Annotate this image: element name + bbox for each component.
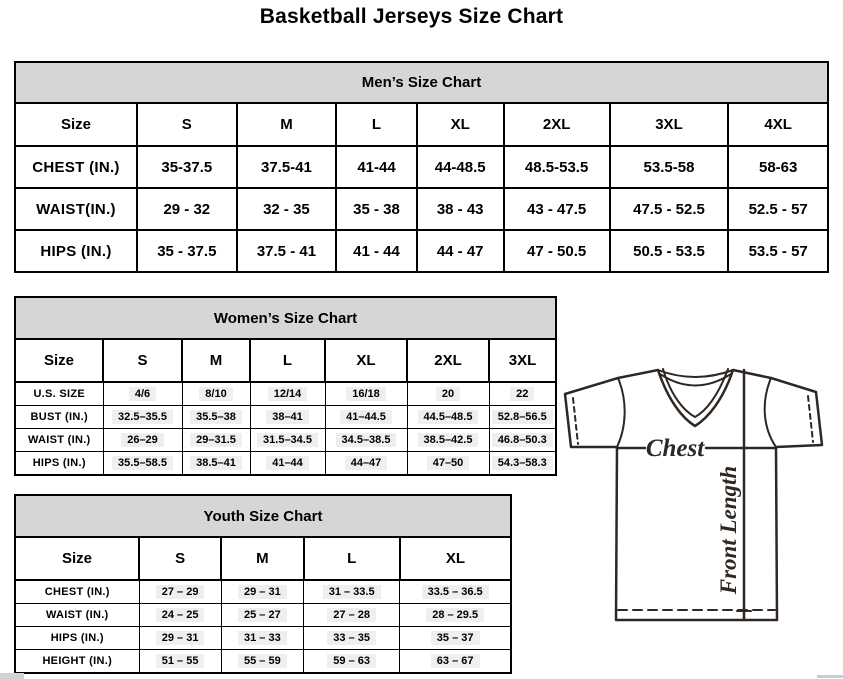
table-title: Men’s Size Chart [15,62,828,103]
value-cell [182,382,250,406]
value-cell: 58-63 [728,146,828,188]
row-label-cell: HIPS (IN.) [15,230,137,272]
value-highlight: 41–44 [266,456,309,470]
size-header-cell: Size [15,339,103,382]
value-cell [325,429,407,452]
left-armhole-seam [617,378,625,447]
value-highlight: 28 – 29.5 [426,608,484,622]
value-cell: 38 - 43 [417,188,504,230]
size-header-cell: M [237,103,337,146]
value-highlight: 32.5–35.5 [112,410,173,424]
value-cell: 35-37.5 [137,146,237,188]
value-cell [400,650,511,674]
jersey-outline [565,370,822,620]
row-label-cell: HEIGHT (IN.) [15,650,139,674]
size-header-cell: S [137,103,237,146]
value-cell [489,429,556,452]
value-cell [103,406,182,429]
value-highlight: 51 – 55 [156,654,205,668]
value-highlight: 33.5 – 36.5 [422,585,489,599]
value-cell: 47.5 - 52.5 [610,188,729,230]
value-highlight: 59 – 63 [327,654,376,668]
value-highlight: 20 [436,387,460,401]
size-header-cell: 2XL [504,103,610,146]
value-highlight: 26–29 [121,433,164,447]
value-highlight: 29–31.5 [190,433,242,447]
value-highlight: 52.8–56.5 [492,410,553,424]
value-cell: 37.5-41 [237,146,337,188]
womens-size-chart [14,296,557,476]
value-cell [407,429,489,452]
left-cuff-dashed-line [573,398,578,444]
value-highlight: 31 – 33.5 [323,585,381,599]
value-cell [304,604,400,627]
front-length-label: Front Length [716,465,741,595]
value-cell [221,650,303,674]
value-highlight: 55 – 59 [238,654,287,668]
value-cell [182,429,250,452]
row-label-cell: BUST (IN.) [15,406,103,429]
value-cell [407,382,489,406]
value-cell [221,604,303,627]
value-highlight: 35.5–38 [190,410,242,424]
value-highlight: 8/10 [199,387,232,401]
table-title: Youth Size Chart [15,495,511,537]
value-highlight: 31 – 33 [238,631,287,645]
size-header-cell: L [250,339,325,382]
page-fragment-bottom-right [817,675,843,678]
value-cell: 41 - 44 [336,230,417,272]
value-cell [182,452,250,476]
value-cell [103,429,182,452]
value-highlight: 29 – 31 [156,631,205,645]
size-header-cell: 4XL [728,103,828,146]
row-label-cell: HIPS (IN.) [15,627,139,650]
value-highlight: 24 – 25 [156,608,205,622]
value-cell [325,382,407,406]
value-highlight: 38–41 [266,410,309,424]
value-highlight: 44.5–48.5 [418,410,479,424]
value-cell [407,406,489,429]
page-fragment-bottom-left [0,673,24,679]
value-cell [400,627,511,650]
right-cuff-dashed-line [808,396,813,442]
value-cell: 35 - 38 [336,188,417,230]
value-highlight: 12/14 [268,387,308,401]
youth-size-table [14,494,512,674]
value-highlight: 34.5–38.5 [336,433,397,447]
value-highlight: 54.3–58.3 [492,456,553,470]
size-header-cell: 2XL [407,339,489,382]
row-label-cell: WAIST(IN.) [15,188,137,230]
value-cell [489,452,556,476]
value-cell: 43 - 47.5 [504,188,610,230]
row-label-cell: WAIST (IN.) [15,429,103,452]
size-header-cell: 3XL [610,103,729,146]
value-highlight: 44–47 [345,456,388,470]
page-title: Basketball Jerseys Size Chart [259,5,564,28]
value-cell: 37.5 - 41 [237,230,337,272]
value-cell [250,382,325,406]
value-cell: 47 - 50.5 [504,230,610,272]
value-highlight: 4/6 [129,387,156,401]
value-cell: 48.5-53.5 [504,146,610,188]
value-cell [400,580,511,604]
size-header-cell: S [103,339,182,382]
value-highlight: 16/18 [346,387,386,401]
value-highlight: 41–44.5 [340,410,392,424]
value-highlight: 22 [510,387,534,401]
row-label-cell: CHEST (IN.) [15,580,139,604]
mens-size-chart [14,61,829,273]
value-highlight: 27 – 29 [156,585,205,599]
value-highlight: 38.5–41 [190,456,242,470]
value-cell [139,627,221,650]
right-armhole-seam [765,378,776,447]
table-title: Women’s Size Chart [15,297,556,339]
value-cell [221,627,303,650]
value-cell: 52.5 - 57 [728,188,828,230]
value-cell: 50.5 - 53.5 [610,230,729,272]
value-cell [304,580,400,604]
value-cell [139,650,221,674]
value-highlight: 31.5–34.5 [257,433,318,447]
chest-label: Chest [645,435,705,462]
value-cell [304,650,400,674]
value-cell [221,580,303,604]
size-header-cell: L [336,103,417,146]
size-header-cell: 3XL [489,339,556,382]
youth-size-chart [14,494,512,674]
value-cell: 44-48.5 [417,146,504,188]
value-cell [250,406,325,429]
value-cell [182,406,250,429]
value-cell: 53.5-58 [610,146,729,188]
value-cell [407,452,489,476]
size-header-cell: XL [417,103,504,146]
value-cell [489,406,556,429]
jersey-measurement-diagram [556,358,843,674]
mens-size-table [14,61,829,273]
value-highlight: 35 – 37 [431,631,480,645]
size-header-cell: M [182,339,250,382]
value-cell [304,627,400,650]
jersey-svg [556,358,843,674]
row-label-cell: U.S. SIZE [15,382,103,406]
row-label-cell: CHEST (IN.) [15,146,137,188]
value-cell [139,604,221,627]
value-highlight: 35.5–58.5 [112,456,173,470]
value-highlight: 63 – 67 [431,654,480,668]
size-header-cell: M [221,537,303,580]
value-highlight: 29 – 31 [238,585,287,599]
value-cell [250,429,325,452]
value-cell [103,382,182,406]
womens-size-table [14,296,557,476]
value-cell [400,604,511,627]
value-cell: 41-44 [336,146,417,188]
value-cell [139,580,221,604]
value-highlight: 47–50 [427,456,470,470]
size-header-cell: XL [325,339,407,382]
value-highlight: 38.5–42.5 [418,433,479,447]
value-cell: 35 - 37.5 [137,230,237,272]
size-header-cell: Size [15,537,139,580]
value-highlight: 27 – 28 [327,608,376,622]
value-cell: 44 - 47 [417,230,504,272]
size-header-cell: L [304,537,400,580]
value-cell [325,452,407,476]
size-header-cell: Size [15,103,137,146]
value-highlight: 25 – 27 [238,608,287,622]
size-header-cell: XL [400,537,511,580]
value-cell: 32 - 35 [237,188,337,230]
value-cell: 29 - 32 [137,188,237,230]
value-cell: 53.5 - 57 [728,230,828,272]
row-label-cell: WAIST (IN.) [15,604,139,627]
value-highlight: 33 – 35 [327,631,376,645]
value-cell [250,452,325,476]
value-cell [325,406,407,429]
value-cell [489,382,556,406]
row-label-cell: HIPS (IN.) [15,452,103,476]
value-cell [103,452,182,476]
value-highlight: 46.8–50.3 [492,433,553,447]
size-header-cell: S [139,537,221,580]
